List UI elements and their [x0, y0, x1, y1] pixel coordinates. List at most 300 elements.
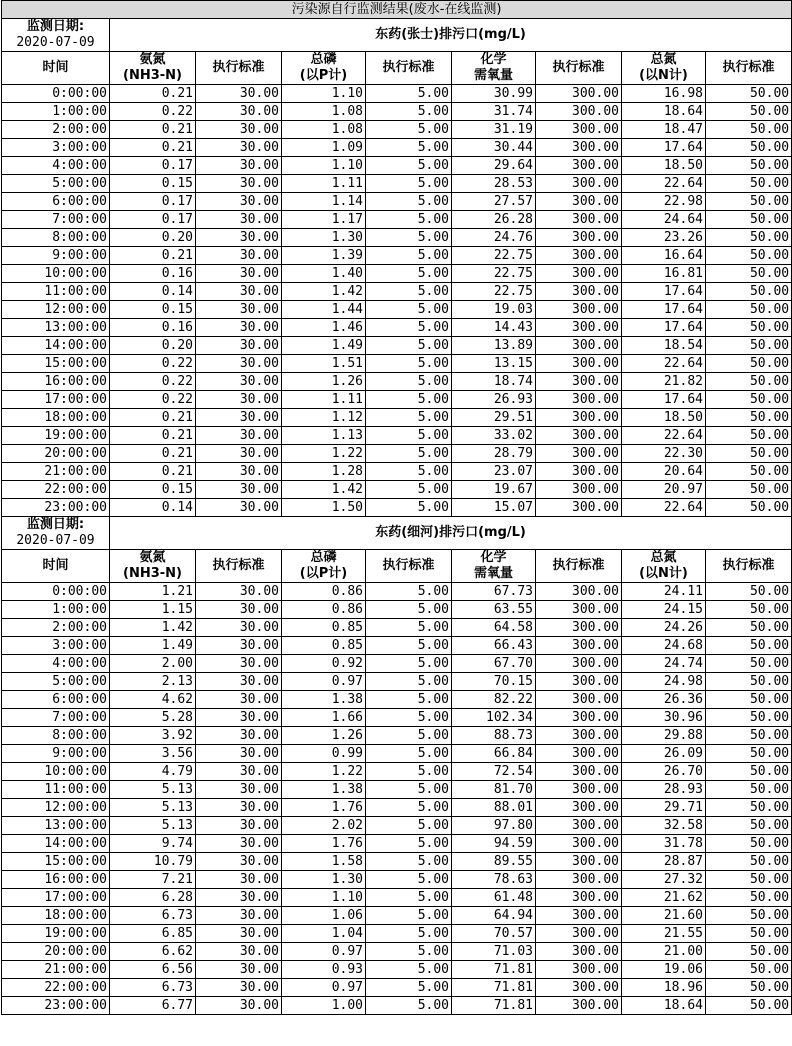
value-cell: 0.17 [110, 157, 196, 175]
value-cell: 30.00 [196, 889, 282, 907]
column-header-line: 执行标准 [212, 60, 265, 75]
value-cell: 50.00 [706, 979, 792, 997]
value-cell: 0.86 [282, 601, 366, 619]
time-cell: 13:00:00 [2, 817, 110, 835]
value-cell: 28.53 [452, 175, 536, 193]
value-cell: 5.00 [366, 301, 452, 319]
time-cell: 23:00:00 [2, 997, 110, 1015]
value-cell: 1.15 [110, 601, 196, 619]
value-cell: 29.71 [622, 799, 706, 817]
time-cell: 7:00:00 [2, 211, 110, 229]
time-cell: 11:00:00 [2, 781, 110, 799]
value-cell: 50.00 [706, 409, 792, 427]
value-cell: 16.98 [622, 85, 706, 103]
value-cell: 0.99 [282, 745, 366, 763]
table-row [2, 139, 792, 157]
value-cell: 24.11 [622, 583, 706, 601]
value-cell: 1.14 [282, 193, 366, 211]
time-cell: 18:00:00 [2, 409, 110, 427]
table-row [2, 85, 792, 103]
value-cell: 18.50 [622, 409, 706, 427]
time-cell: 14:00:00 [2, 337, 110, 355]
value-cell: 50.00 [706, 619, 792, 637]
time-cell: 23:00:00 [2, 499, 110, 517]
value-cell: 27.32 [622, 871, 706, 889]
time-cell: 5:00:00 [2, 673, 110, 691]
time-cell: 21:00:00 [2, 463, 110, 481]
time-cell: 15:00:00 [2, 853, 110, 871]
value-cell: 1.42 [282, 283, 366, 301]
value-cell: 28.79 [452, 445, 536, 463]
value-cell: 1.12 [282, 409, 366, 427]
value-cell: 5.00 [366, 103, 452, 121]
time-cell: 16:00:00 [2, 871, 110, 889]
value-cell: 0.21 [110, 445, 196, 463]
value-cell: 5.00 [366, 139, 452, 157]
table-row [2, 121, 792, 139]
table-row [2, 193, 792, 211]
value-cell: 5.00 [366, 355, 452, 373]
value-cell: 300.00 [536, 139, 622, 157]
value-cell: 5.00 [366, 229, 452, 247]
value-cell: 50.00 [706, 121, 792, 139]
value-cell: 1.10 [282, 157, 366, 175]
value-cell: 24.74 [622, 655, 706, 673]
value-cell: 5.00 [366, 283, 452, 301]
value-cell: 1.06 [282, 907, 366, 925]
column-header [366, 550, 452, 583]
value-cell: 30.00 [196, 745, 282, 763]
table-row [2, 211, 792, 229]
value-cell: 50.00 [706, 763, 792, 781]
value-cell: 13.89 [452, 337, 536, 355]
value-cell: 1.11 [282, 391, 366, 409]
value-cell: 300.00 [536, 319, 622, 337]
value-cell: 1.58 [282, 853, 366, 871]
column-header-line: 执行标准 [722, 60, 775, 75]
table-row [2, 265, 792, 283]
value-cell: 30.99 [452, 85, 536, 103]
value-cell: 5.00 [366, 961, 452, 979]
value-cell: 30.00 [196, 301, 282, 319]
column-header-line: 时间 [42, 60, 69, 75]
value-cell: 70.57 [452, 925, 536, 943]
value-cell: 26.70 [622, 763, 706, 781]
value-cell: 50.00 [706, 157, 792, 175]
value-cell: 5.00 [366, 85, 452, 103]
value-cell: 300.00 [536, 583, 622, 601]
time-cell: 1:00:00 [2, 103, 110, 121]
value-cell: 0.20 [110, 229, 196, 247]
value-cell: 5.00 [366, 943, 452, 961]
section-header-row [2, 19, 792, 52]
time-cell: 7:00:00 [2, 709, 110, 727]
value-cell: 5.00 [366, 673, 452, 691]
page-title: 污染源自行监测结果(废水-在线监测) [2, 1, 792, 19]
table-row [2, 619, 792, 637]
column-header [452, 550, 536, 583]
value-cell: 5.00 [366, 409, 452, 427]
value-cell: 0.16 [110, 265, 196, 283]
value-cell: 300.00 [536, 427, 622, 445]
table-row [2, 175, 792, 193]
value-cell: 23.07 [452, 463, 536, 481]
value-cell: 21.55 [622, 925, 706, 943]
value-cell: 50.00 [706, 601, 792, 619]
value-cell: 5.00 [366, 427, 452, 445]
value-cell: 29.51 [452, 409, 536, 427]
value-cell: 5.00 [366, 745, 452, 763]
time-cell: 5:00:00 [2, 175, 110, 193]
value-cell: 18.50 [622, 157, 706, 175]
value-cell: 0.16 [110, 319, 196, 337]
value-cell: 30.00 [196, 373, 282, 391]
value-cell: 0.92 [282, 655, 366, 673]
value-cell: 50.00 [706, 247, 792, 265]
outfall-name: 东药(张士)排污口(mg/L) [110, 19, 792, 52]
table-row [2, 445, 792, 463]
value-cell: 22.64 [622, 175, 706, 193]
value-cell: 19.06 [622, 961, 706, 979]
table-row [2, 463, 792, 481]
table-row [2, 103, 792, 121]
table-row [2, 301, 792, 319]
time-cell: 22:00:00 [2, 481, 110, 499]
value-cell: 28.87 [622, 853, 706, 871]
section-header-row [2, 517, 792, 550]
value-cell: 17.64 [622, 139, 706, 157]
value-cell: 81.70 [452, 781, 536, 799]
value-cell: 30.00 [196, 157, 282, 175]
value-cell: 30.00 [196, 709, 282, 727]
time-cell: 14:00:00 [2, 835, 110, 853]
value-cell: 0.22 [110, 373, 196, 391]
value-cell: 22.98 [622, 193, 706, 211]
value-cell: 16.64 [622, 247, 706, 265]
value-cell: 13.15 [452, 355, 536, 373]
value-cell: 6.28 [110, 889, 196, 907]
value-cell: 50.00 [706, 853, 792, 871]
time-cell: 10:00:00 [2, 265, 110, 283]
value-cell: 5.00 [366, 463, 452, 481]
value-cell: 50.00 [706, 463, 792, 481]
value-cell: 30.00 [196, 391, 282, 409]
value-cell: 30.00 [196, 817, 282, 835]
date-label: 监测日期: [26, 19, 85, 34]
value-cell: 5.00 [366, 373, 452, 391]
value-cell: 300.00 [536, 889, 622, 907]
table-row [2, 781, 792, 799]
value-cell: 300.00 [536, 853, 622, 871]
value-cell: 5.00 [366, 727, 452, 745]
value-cell: 30.00 [196, 673, 282, 691]
value-cell: 0.85 [282, 619, 366, 637]
value-cell: 300.00 [536, 301, 622, 319]
column-header [366, 52, 452, 85]
value-cell: 0.97 [282, 673, 366, 691]
value-cell: 78.63 [452, 871, 536, 889]
value-cell: 50.00 [706, 193, 792, 211]
value-cell: 300.00 [536, 835, 622, 853]
value-cell: 30.00 [196, 103, 282, 121]
value-cell: 300.00 [536, 121, 622, 139]
value-cell: 26.09 [622, 745, 706, 763]
value-cell: 1.10 [282, 889, 366, 907]
column-header [2, 550, 110, 583]
value-cell: 50.00 [706, 265, 792, 283]
value-cell: 5.00 [366, 691, 452, 709]
time-cell: 0:00:00 [2, 583, 110, 601]
value-cell: 30.00 [196, 427, 282, 445]
value-cell: 300.00 [536, 817, 622, 835]
value-cell: 1.22 [282, 445, 366, 463]
time-cell: 2:00:00 [2, 619, 110, 637]
value-cell: 50.00 [706, 781, 792, 799]
value-cell: 1.09 [282, 139, 366, 157]
value-cell: 50.00 [706, 709, 792, 727]
table-row [2, 853, 792, 871]
value-cell: 300.00 [536, 637, 622, 655]
value-cell: 17.64 [622, 283, 706, 301]
value-cell: 0.22 [110, 355, 196, 373]
table-row [2, 817, 792, 835]
value-cell: 22.64 [622, 355, 706, 373]
value-cell: 1.30 [282, 229, 366, 247]
table-row [2, 907, 792, 925]
column-header [282, 550, 366, 583]
value-cell: 30.00 [196, 979, 282, 997]
column-header-line: 执行标准 [552, 558, 605, 573]
value-cell: 102.34 [452, 709, 536, 727]
column-header-line: 化学 [480, 550, 507, 565]
value-cell: 97.80 [452, 817, 536, 835]
value-cell: 6.62 [110, 943, 196, 961]
value-cell: 300.00 [536, 691, 622, 709]
value-cell: 300.00 [536, 673, 622, 691]
value-cell: 30.00 [196, 925, 282, 943]
time-cell: 15:00:00 [2, 355, 110, 373]
table-row [2, 157, 792, 175]
table-row [2, 997, 792, 1015]
value-cell: 300.00 [536, 943, 622, 961]
value-cell: 19.03 [452, 301, 536, 319]
value-cell: 24.15 [622, 601, 706, 619]
value-cell: 300.00 [536, 961, 622, 979]
date-label: 监测日期: [26, 517, 85, 532]
value-cell: 2.02 [282, 817, 366, 835]
value-cell: 5.00 [366, 247, 452, 265]
value-cell: 50.00 [706, 211, 792, 229]
value-cell: 17.64 [622, 391, 706, 409]
value-cell: 5.00 [366, 481, 452, 499]
time-cell: 3:00:00 [2, 637, 110, 655]
column-header [622, 52, 706, 85]
time-cell: 6:00:00 [2, 193, 110, 211]
value-cell: 50.00 [706, 427, 792, 445]
value-cell: 30.00 [196, 85, 282, 103]
value-cell: 0.15 [110, 175, 196, 193]
value-cell: 1.22 [282, 763, 366, 781]
monitoring-table [1, 0, 792, 1015]
value-cell: 5.00 [366, 193, 452, 211]
value-cell: 1.00 [282, 997, 366, 1015]
value-cell: 30.96 [622, 709, 706, 727]
value-cell: 30.00 [196, 265, 282, 283]
value-cell: 22.30 [622, 445, 706, 463]
value-cell: 300.00 [536, 229, 622, 247]
table-row [2, 763, 792, 781]
table-row [2, 961, 792, 979]
value-cell: 66.43 [452, 637, 536, 655]
value-cell: 50.00 [706, 103, 792, 121]
value-cell: 5.00 [366, 817, 452, 835]
value-cell: 24.64 [622, 211, 706, 229]
value-cell: 30.00 [196, 655, 282, 673]
column-header [110, 550, 196, 583]
value-cell: 94.59 [452, 835, 536, 853]
table-row [2, 337, 792, 355]
value-cell: 32.58 [622, 817, 706, 835]
value-cell: 16.81 [622, 265, 706, 283]
value-cell: 26.36 [622, 691, 706, 709]
value-cell: 50.00 [706, 907, 792, 925]
time-cell: 20:00:00 [2, 943, 110, 961]
value-cell: 0.22 [110, 103, 196, 121]
value-cell: 1.38 [282, 691, 366, 709]
table-row [2, 979, 792, 997]
column-header [536, 52, 622, 85]
value-cell: 0.15 [110, 301, 196, 319]
value-cell: 50.00 [706, 997, 792, 1015]
value-cell: 1.66 [282, 709, 366, 727]
value-cell: 5.00 [366, 835, 452, 853]
value-cell: 9.74 [110, 835, 196, 853]
value-cell: 0.21 [110, 247, 196, 265]
time-cell: 12:00:00 [2, 799, 110, 817]
value-cell: 300.00 [536, 373, 622, 391]
value-cell: 5.00 [366, 157, 452, 175]
value-cell: 50.00 [706, 337, 792, 355]
value-cell: 30.00 [196, 481, 282, 499]
value-cell: 300.00 [536, 355, 622, 373]
value-cell: 30.00 [196, 229, 282, 247]
value-cell: 50.00 [706, 319, 792, 337]
value-cell: 1.08 [282, 121, 366, 139]
value-cell: 30.00 [196, 907, 282, 925]
time-cell: 11:00:00 [2, 283, 110, 301]
value-cell: 23.26 [622, 229, 706, 247]
time-cell: 8:00:00 [2, 727, 110, 745]
value-cell: 29.64 [452, 157, 536, 175]
value-cell: 30.00 [196, 319, 282, 337]
table-row [2, 943, 792, 961]
value-cell: 50.00 [706, 139, 792, 157]
column-header-line: (以N计) [639, 68, 688, 83]
value-cell: 30.00 [196, 583, 282, 601]
value-cell: 24.76 [452, 229, 536, 247]
value-cell: 300.00 [536, 391, 622, 409]
value-cell: 24.98 [622, 673, 706, 691]
value-cell: 66.84 [452, 745, 536, 763]
column-header [282, 52, 366, 85]
value-cell: 1.30 [282, 871, 366, 889]
column-header-line: 总氮 [650, 52, 677, 67]
value-cell: 1.10 [282, 85, 366, 103]
value-cell: 300.00 [536, 211, 622, 229]
value-cell: 64.58 [452, 619, 536, 637]
value-cell: 30.00 [196, 355, 282, 373]
time-cell: 20:00:00 [2, 445, 110, 463]
value-cell: 61.48 [452, 889, 536, 907]
column-header [536, 550, 622, 583]
value-cell: 33.02 [452, 427, 536, 445]
value-cell: 300.00 [536, 763, 622, 781]
value-cell: 300.00 [536, 997, 622, 1015]
value-cell: 0.93 [282, 961, 366, 979]
column-header-line: (以N计) [639, 566, 688, 581]
value-cell: 50.00 [706, 85, 792, 103]
value-cell: 3.92 [110, 727, 196, 745]
value-cell: 5.00 [366, 445, 452, 463]
table-row [2, 427, 792, 445]
value-cell: 300.00 [536, 247, 622, 265]
value-cell: 64.94 [452, 907, 536, 925]
column-header-line: 需氧量 [473, 68, 513, 83]
value-cell: 300.00 [536, 601, 622, 619]
value-cell: 22.64 [622, 499, 706, 517]
value-cell: 50.00 [706, 871, 792, 889]
table-row [2, 709, 792, 727]
table-row [2, 925, 792, 943]
value-cell: 5.00 [366, 391, 452, 409]
outfall-name: 东药(细河)排污口(mg/L) [110, 517, 792, 550]
time-cell: 12:00:00 [2, 301, 110, 319]
time-cell: 22:00:00 [2, 979, 110, 997]
value-cell: 300.00 [536, 337, 622, 355]
column-header-line: 总磷 [310, 52, 337, 67]
value-cell: 30.00 [196, 961, 282, 979]
value-cell: 300.00 [536, 283, 622, 301]
value-cell: 50.00 [706, 283, 792, 301]
value-cell: 5.00 [366, 763, 452, 781]
table-row [2, 391, 792, 409]
value-cell: 300.00 [536, 193, 622, 211]
value-cell: 22.75 [452, 247, 536, 265]
value-cell: 50.00 [706, 961, 792, 979]
value-cell: 28.93 [622, 781, 706, 799]
time-cell: 10:00:00 [2, 763, 110, 781]
value-cell: 27.57 [452, 193, 536, 211]
value-cell: 30.00 [196, 943, 282, 961]
value-cell: 24.26 [622, 619, 706, 637]
value-cell: 17.64 [622, 319, 706, 337]
value-cell: 5.00 [366, 601, 452, 619]
column-header-row [2, 52, 792, 85]
value-cell: 1.40 [282, 265, 366, 283]
value-cell: 1.50 [282, 499, 366, 517]
table-row [2, 319, 792, 337]
value-cell: 1.39 [282, 247, 366, 265]
value-cell: 30.00 [196, 499, 282, 517]
value-cell: 21.60 [622, 907, 706, 925]
value-cell: 5.13 [110, 817, 196, 835]
table-row [2, 481, 792, 499]
column-header-line: 执行标准 [382, 60, 435, 75]
time-cell: 4:00:00 [2, 157, 110, 175]
value-cell: 20.64 [622, 463, 706, 481]
value-cell: 0.17 [110, 193, 196, 211]
column-header-line: 氨氮 [139, 52, 166, 67]
